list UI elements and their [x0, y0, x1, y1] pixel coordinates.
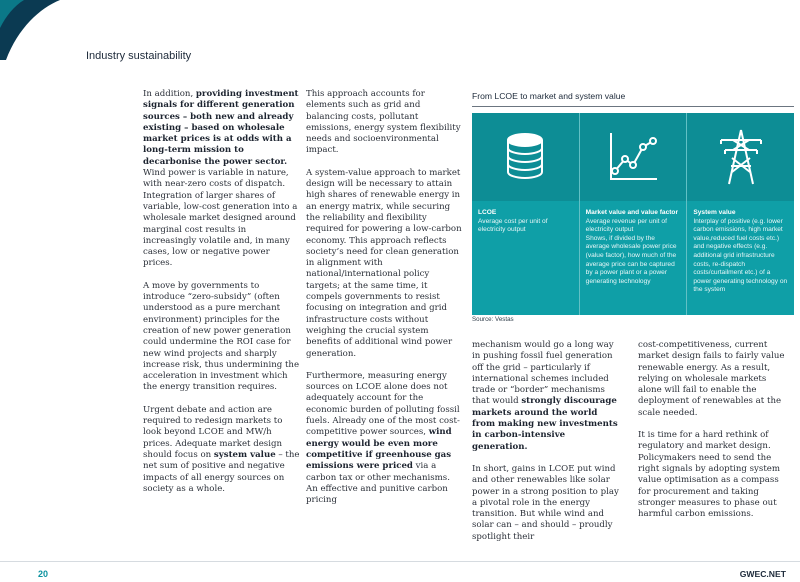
- paragraph: [306, 168, 464, 360]
- footer-divider: [0, 561, 800, 562]
- paragraph: [143, 281, 301, 394]
- text: via a carbon tax or other mechanisms. An effective and punitive carbon pricing: [306, 461, 450, 506]
- figure-panels: [472, 113, 794, 315]
- panel-description: Average cost per unit of electricity output: [478, 217, 548, 234]
- text: Furthermore, measuring energy sources on LCOE alone does not adequately account for the economic burden of polluting fossil fuels. Already one of the most cost-competitive power sources,: [306, 370, 460, 438]
- paragraph: [306, 371, 464, 507]
- text: mechanism would go a long way in pushing fossil fuel generation off the grid – particularly if international schemes included trade or “border” mechanisms that would: [472, 340, 614, 407]
- panel-system-value: [686, 113, 794, 315]
- paragraph: [472, 464, 622, 543]
- figure-title: From LCOE to market and system value: [472, 91, 794, 107]
- text: Wind power is variable in nature, with near-zero costs of dispatch. Integration of larger shares of variable, low-cost generation into a wholesale market designed around marginal cost results in increasingly volatile and, in many cases, low or negative power prices.: [143, 168, 298, 269]
- text: cost-competitiveness, current market design fails to fairly value renewable energy. As a result, relying on wholesale markets alone will fail to enable the deployment of renewables at the scale needed.: [638, 340, 785, 418]
- text: This approach accounts for elements such as grid and balancing costs, pollutant emissions, energy system flexibility needs and socioenvironmental impact.: [306, 89, 461, 156]
- panel-description: Interplay of positive (e.g. lower carbon emissions, high market value,reduced fuel costs etc.) and negative effects (e.g. additional grid infrastructure costs, re-dispatch costs/curtailment etc.) of a power generating technology on the system: [693, 217, 788, 294]
- text-column-1: [143, 89, 301, 506]
- paragraph: [143, 89, 301, 270]
- paragraph: [638, 430, 788, 520]
- panel-market-value: [579, 113, 687, 315]
- panel-description: Shows, if divided by the average wholesale power price (value factor), how much of the average price can be captured by a power plant or a power generating technology: [585, 234, 677, 285]
- pylon-icon: [717, 128, 765, 186]
- text: In addition,: [143, 89, 196, 99]
- coins-icon: [502, 130, 548, 184]
- bold-text: strongly discourage markets around the world from making new investments in carbon-intensive generation.: [472, 396, 618, 452]
- panel-description: Average revenue per unit of electricity output: [585, 217, 667, 234]
- figure-lcoe-market-system-value: [472, 91, 794, 315]
- text: A move by governments to introduce “zero-subsidy” (often understood as a pure merchant environment) principles for the creation of new power generation could undermine the ROI case for new wind projects and sharply increase risk, thus undermining the acceleration in investment which the energy transition requires.: [143, 280, 300, 393]
- page-number: 20: [38, 569, 49, 579]
- paragraph: [638, 340, 788, 419]
- bold-text: system value: [213, 449, 276, 460]
- corner-decoration: [0, 0, 60, 60]
- line-chart-icon: [607, 131, 659, 183]
- text: A system-value approach to market design will be necessary to attain high shares of renewable energy in an energy matrix, while securing the reliability and flexibility required for powering a low-carbon economy. This approach reflects society’s need for clean generation in alignment with national/international policy targets; at the same time, it compels governments to resist focusing on integration and grid infrastructure costs without weighing the crucial system benefits of additional wind power generation.: [306, 167, 462, 359]
- panel-title: Market value and value factor: [585, 209, 679, 216]
- figure-source: Source: Vestas: [472, 316, 514, 323]
- paragraph: [143, 405, 301, 495]
- text: Urgent debate and action are required to redesign markets to look beyond LCOE and MW/h prices. Adequate market design should focus on: [143, 404, 283, 460]
- panel-title: LCOE: [478, 209, 497, 216]
- panel-title: System value: [693, 209, 736, 216]
- paragraph: [472, 340, 622, 453]
- text: It is time for a hard rethink of regulatory and market design. Policymakers need to send the right signals by adopting system value optimisation as a compass for procurement and taking stronger measures to phase out harmful carbon emissions.: [638, 430, 781, 520]
- paragraph: [306, 89, 464, 157]
- text-column-2: [306, 89, 464, 517]
- panel-lcoe: [472, 113, 579, 315]
- text-column-4: [638, 340, 788, 531]
- section-title: Industry sustainability: [86, 50, 192, 62]
- bold-text: wind energy would be even more competitive if greenhouse gas emissions were priced: [306, 427, 452, 472]
- footer-site-url: GWEC.NET: [739, 569, 786, 579]
- bold-text: providing investment signals for different generation sources – both new and already existing – based on wholesale market prices is at odds with a long-term mission to decarbonise the power sector.: [143, 89, 299, 167]
- text: – the net sum of positive and negative impacts of all energy sources on society as a whole.: [143, 449, 300, 494]
- text-column-3: [472, 340, 622, 554]
- text: In short, gains in LCOE put wind and other renewables like solar power in a strong position to play a pivotal role in the energy transition. But while wind and solar can – and should – proudly spotlight their: [472, 463, 619, 542]
